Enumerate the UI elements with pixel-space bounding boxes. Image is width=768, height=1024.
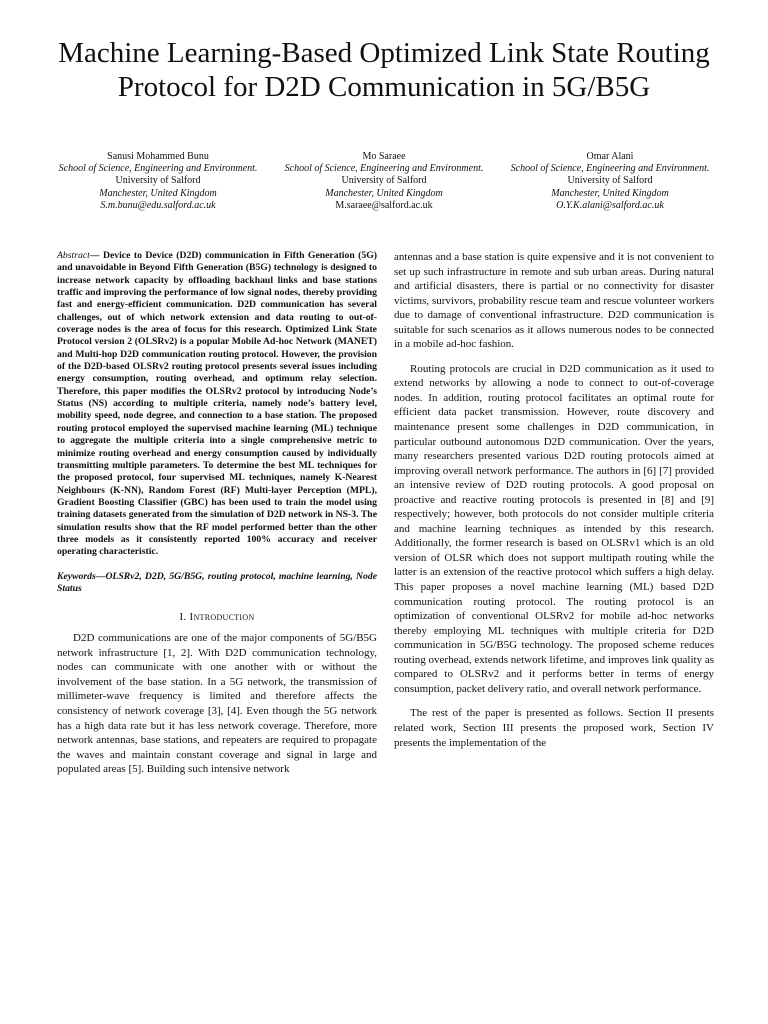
author-email: M.saraee@salford.ac.uk [335,199,433,211]
author-email: O.Y.K.alani@salford.ac.uk [556,199,664,211]
abstract-text: Device to Device (D2D) communication in Fifth Generation (5G) and unavoidable in Beyond Fifth Generation (B5G) technology is designed to increase network capacity by offloading backhaul links and base stations traffic and improving the performance of low signal nodes, thereby providing fast and energy-efficient communication. D2D communication has several challenges, out of which network extension and data routing to out-of-coverage nodes is the area of focus for this research. Optimized Link State Protocol version 2 (OLSRv2) is a popular Mobile Ad-hoc Network (MANET) and Multi-hop D2D communication routing protocol. However, the provision of the D2D-based OLSRv2 routing protocol presents several issues including energy consumption, routing overhead, and optimum relay selection. Therefore, this paper modifies the OLSRv2 protocol by introducing Node’s Status (NS) according to multiple criteria, namely node’s battery level, mobility speed, node degree, and connection to a base station. The proposed routing protocol employed the supervised machine learning (ML) technique to aggregate the multiple criteria into a single comprehensive metric to minimize routing overhead and energy consumption caused by individually transmitting multiple parameters. To determine the best ML techniques for the proposed protocol, four supervised ML techniques, namely K-Nearest Neighbours (K-NN), Random Forest (RF) Multi-layer Perception (MPL), Gradient Boosting Classifier (GBC) has been used to train the model using training datasets generated from the simulation of D2D network in NS-3. The simulation results show that the RF model performed better than the other three models as it consistently reported 100% accuracy and receiver operating characteristic. [57,250,378,558]
author-1 [50,151,266,212]
author-list [50,151,718,212]
author-school: School of Science, Engineering and Environment. [510,163,710,175]
author-location: Manchester, United Kingdom [325,187,443,199]
paper-title: Machine Learning-Based Optimized Link State Routing Protocol for D2D Communication in 5G/B5G [58,37,710,103]
intro-paragraph-3: Routing protocols are crucial in D2D communication as it used to extend networks by allowing a node to connect to out-of-coverage nodes. In addition, routing protocol facilitates an optimal route for efficient data packet transmission. However, route discovery and maintenance present some challenges in D2D communication, in particular outbound autonomous D2D communication. Over the years, many researchers presented various D2D routing protocols aimed at improving overall network performance. The authors in [6] [7] provided an intensive review of D2D routing protocols. A good proposal on proactive and reactive routing protocols is presented in [8] and [9] respectively; however, both protocols do not consider multiple criteria and machine learning techniques as intended by this research. Additionally, the former research is based on OLSRv1 which is an old version of OLSR which does not support multipath routing while the latter is an extension of the reactive protocol which suffers a high delay. This paper proposes a novel machine learning (ML) based D2D communication routing protocol. The routing protocol is an optimization of conventional OLSRv2 for mobile ad-hoc networks thereby employing ML techniques with multiple criteria for D2D communication in 5G/B5G technology. The proposed scheme reduces routing overhead, extends network lifetime, and improves link quality as compared to OLSRv2 and it performs better in terms of energy consumption, packet delivery ratio, and overall network performance. [394,362,714,695]
author-location: Manchester, United Kingdom [99,187,217,199]
abstract [57,250,377,559]
intro-paragraph-2: antennas and a base station is quite expensive and it is not convenient to set up such infrastructure in remote and sub urban areas. During natural and artificial disasters, there is partial or no connectivity for disaster victims, survivors, probability rescue team and rescue volunteer workers due to damage of conventional infrastructure. D2D communication is suitable for such scenarios as it allows numerous nodes to be connected in a mobile ad-hoc fashion. [394,251,714,351]
author-email: S.m.bunu@edu.salford.ac.uk [100,199,216,211]
author-name: Mo Saraee [362,151,406,162]
keywords: Keywords—OLSRv2, D2D, 5G/B5G, routing protocol, machine learning, Node Status [57,570,377,594]
right-column [394,250,714,750]
abstract-label: Abstract [57,250,90,261]
author-university: University of Salford [567,175,653,187]
author-name: Sanusi Mohammed Bunu [107,151,209,162]
intro-paragraph-4: The rest of the paper is presented as follows. Section II presents related work, Section III presents the proposed work, Section IV presents the implementation of the [394,707,714,749]
author-2 [276,151,492,212]
author-university: University of Salford [115,175,201,187]
author-name: Omar Alani [586,151,634,162]
intro-paragraph-1: D2D communications are one of the major components of 5G/B5G network infrastructure [1, 2]. With D2D communication technology, nodes can communicate with one another with or without the involvement of the base station. In a 5G network, the transmission of millimeter-wave frequency is limited and therefore affects the consistency of network coverage [3], [4]. Even though the 5G network has a high data rate but it has less network coverage. Therefore, more network antennas, base stations, and repeaters are required to propagate the waves and maintain constant coverage and signal in large and populated areas [5]. Building such intensive network [57,632,377,776]
author-university: University of Salford [341,175,427,187]
author-school: School of Science, Engineering and Environment. [284,163,484,175]
author-location: Manchester, United Kingdom [551,187,669,199]
left-column [57,250,377,777]
author-3 [502,151,718,212]
section-heading-introduction: I. Introduction [179,611,255,624]
abstract-separator: — [89,250,103,261]
author-school: School of Science, Engineering and Environment. [58,163,258,175]
